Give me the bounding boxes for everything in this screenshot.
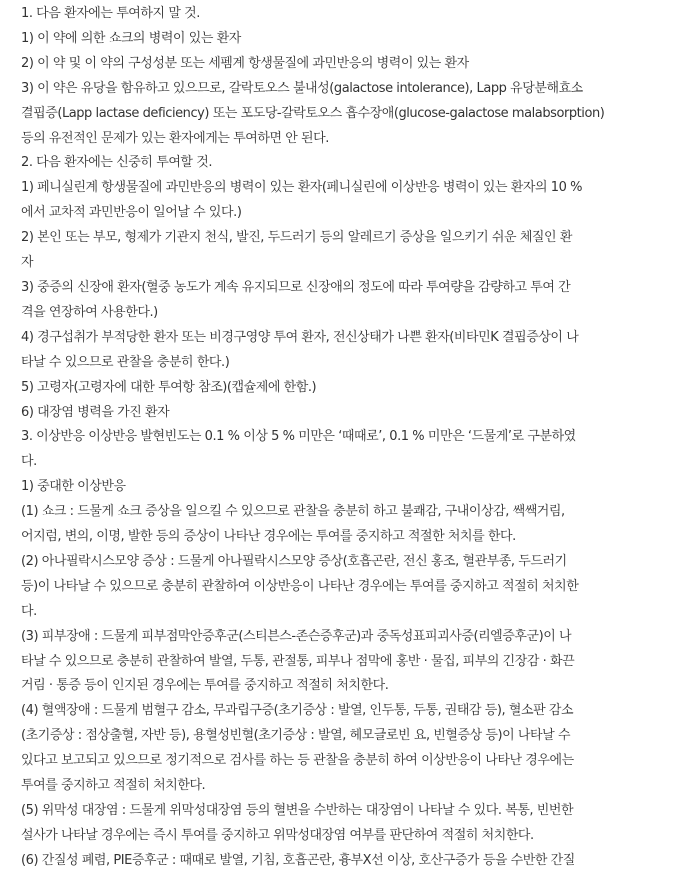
text-line: (1) 쇼크 : 드물게 쇼크 증상을 일으킬 수 있으므로 관찰을 충분히 하고 불쾌감, 구내이상감, 쌕쌕거림, bbox=[21, 504, 565, 520]
text-line: 3) 중증의 신장애 환자(혈중 농도가 계속 유지되므로 신장애의 정도에 따라 투여량을 감량하고 투여 간 bbox=[21, 279, 571, 295]
text-line: 3) 이 약은 유당을 함유하고 있으므로, 갈락토오스 불내성(galactose intolerance), Lapp 유당분해효소 bbox=[21, 80, 583, 96]
text-line: 등)이 나타날 수 있으므로 충분히 관찰하여 이상반응이 나타난 경우에는 투여를 중지하고 적절히 처치한 bbox=[21, 578, 579, 594]
text-line: 격을 연장하여 사용한다.) bbox=[21, 304, 158, 320]
text-line: (6) 간질성 폐렴, PIE증후군 : 때때로 발열, 기침, 호흡곤란, 흉부X선 이상, 호산구증가 등을 수반한 간질 bbox=[21, 852, 575, 868]
text-line: 결핍증(Lapp lactase deficiency) 또는 포도당-갈락토오스 흡수장애(glucose-galactose malabsorption) bbox=[21, 105, 605, 121]
text-line: (5) 위막성 대장염 : 드물게 위막성대장염 등의 혈변을 수반하는 대장염이 나타날 수 있다. 복통, 빈번한 bbox=[21, 803, 574, 818]
text-line: 4) 경구섭취가 부적당한 환자 또는 비경구영양 투여 환자, 전신상태가 나쁜 환자(비타민K 결핍증상이 나 bbox=[21, 329, 579, 345]
text-line: 1) 이 약에 의한 쇼크의 병력이 있는 환자 bbox=[21, 30, 241, 46]
text-line: (2) 아나필락시스모양 증상 : 드물게 아나필락시스모양 증상(호흡곤란, 전신 홍조, 혈관부종, 두드러기 bbox=[21, 553, 567, 569]
text-line: 어지럼, 변의, 이명, 발한 등의 증상이 나타난 경우에는 투여를 중지하고 적절한 처치를 한다. bbox=[21, 529, 516, 545]
text-line: 투여를 중지하고 적절히 처치한다. bbox=[21, 778, 206, 794]
text-line: 등의 유전적인 문제가 있는 환자에게는 투여하면 안 된다. bbox=[21, 130, 329, 146]
text-line: 설사가 나타날 경우에는 즉시 투여를 중지하고 위막성대장염 여부를 판단하여 적절히 처치한다. bbox=[21, 827, 534, 843]
text-line: 에서 교차적 과민반응이 일어날 수 있다.) bbox=[21, 205, 242, 221]
section-heading: 3. 이상반응 이상반응 발현빈도는 0.1 % 이상 5 % 미만은 ‘때때로’, 0.1 % 미만은 ‘드물게’로 구분하였 bbox=[21, 429, 576, 445]
text-line: 다. bbox=[21, 603, 37, 619]
text-line: 5) 고령자(고령자에 대한 투여항 참조)(캡슐제에 한함.) bbox=[21, 379, 317, 395]
text-line: 있다고 보고되고 있으므로 정기적으로 검사를 하는 등 관찰을 충분히 하여 이상반응이 나타난 경우에는 bbox=[21, 753, 574, 769]
section-heading: 2. 다음 환자에는 신중히 투여할 것. bbox=[21, 155, 213, 171]
text-line: (4) 혈액장애 : 드물게 범혈구 감소, 무과립구증(초기증상 : 발열, 인두통, 두통, 권태감 등), 혈소판 감소 bbox=[21, 703, 574, 719]
text-line: 거림 · 통증 등이 인지된 경우에는 투여를 중지하고 적절히 처치한다. bbox=[21, 678, 389, 694]
text-line: 타날 수 있으므로 관찰을 충분히 한다.) bbox=[21, 354, 230, 370]
text-line: (3) 피부장애 : 드물게 피부점막안증후군(스티븐스-존슨증후군)과 중독성표피괴사증(리엘증후군)이 나 bbox=[21, 628, 572, 644]
text-line: 1) 페니실린계 항생물질에 과민반응의 병력이 있는 환자(페니실린에 이상반응 병력이 있는 환자의 10 % bbox=[21, 180, 583, 196]
text-line: 다. bbox=[21, 454, 37, 470]
text-line: (초기증상 : 점상출혈, 자반 등), 용혈성빈혈(초기증상 : 발열, 헤모글로빈 요, 빈혈증상 등)이 나타날 수 bbox=[21, 728, 571, 744]
text-line: 자 bbox=[21, 255, 34, 271]
text-line: 2) 이 약 및 이 약의 구성성분 또는 세펨계 항생물질에 과민반응의 병력이 있는 환자 bbox=[21, 55, 469, 71]
subsection-heading: 1) 중대한 이상반응 bbox=[21, 479, 126, 495]
text-line: 2) 본인 또는 부모, 형제가 기관지 천식, 발진, 두드러기 등의 알레르기 증상을 일으키기 쉬운 체질인 환 bbox=[21, 230, 572, 246]
text-line: 6) 대장염 병력을 가진 환자 bbox=[21, 404, 170, 420]
section-heading: 1. 다음 환자에는 투여하지 말 것. bbox=[21, 6, 200, 21]
text-line: 타날 수 있으므로 충분히 관찰하여 발열, 두통, 관절통, 피부나 점막에 홍반 · 물집, 피부의 긴장감 · 화끈 bbox=[21, 653, 575, 669]
